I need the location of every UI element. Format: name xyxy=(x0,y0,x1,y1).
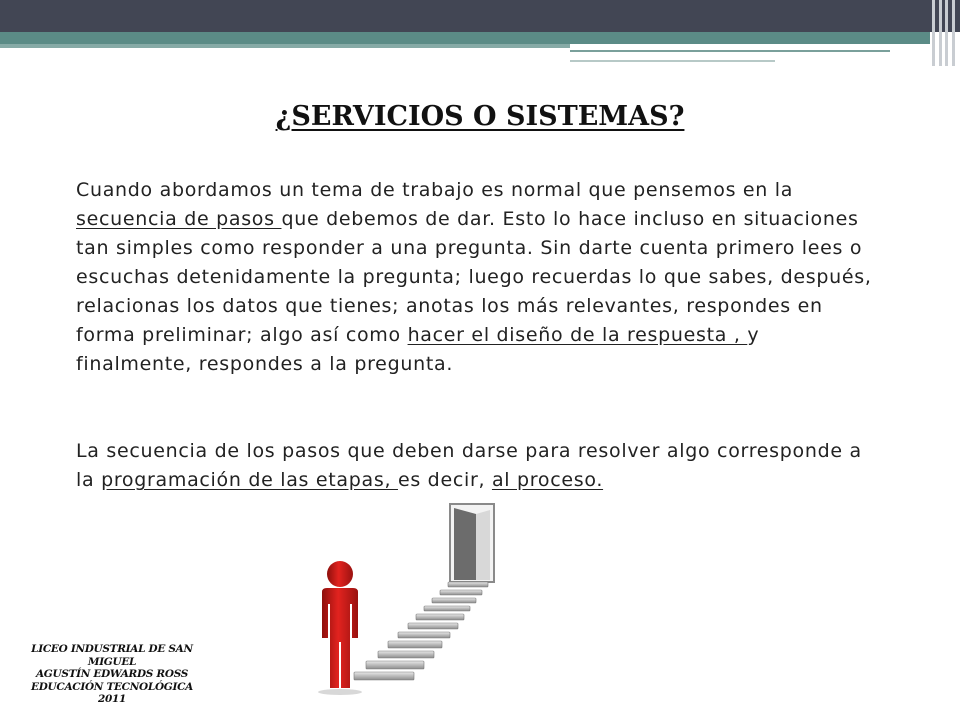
paragraph-2-text-a: La secuencia de los pasos que deben darse para resolver algo corresponde a la xyxy=(76,440,862,491)
footer-school-name: LICEO INDUSTRIAL DE SAN MIGUEL xyxy=(31,643,193,668)
footer-year: 2011 xyxy=(97,693,127,705)
footer-subject: EDUCACIÓN TECNOLÓGICA xyxy=(31,680,193,693)
person-figure xyxy=(322,561,358,688)
door-icon xyxy=(450,504,494,582)
slide-title xyxy=(0,101,960,132)
staircase xyxy=(354,582,488,680)
paragraph-1 xyxy=(76,176,876,379)
paragraph-2-text-b: es decir, xyxy=(397,469,492,491)
slide-accent-band-lower xyxy=(0,44,570,48)
underlined-term-secuencia: secuencia de pasos xyxy=(76,208,282,230)
paragraph-1-text-a: Cuando abordamos un tema de trabajo es normal que pensemos en la xyxy=(76,179,794,201)
footer-school-info xyxy=(24,643,200,706)
slide-corner-bars xyxy=(930,0,960,66)
slide-accent-line-short xyxy=(570,60,775,62)
underlined-term-diseno: hacer el diseño de la respuesta , xyxy=(407,324,748,346)
underlined-term-programacion: programación de las etapas, xyxy=(101,469,398,491)
slide-top-bar xyxy=(0,0,960,32)
slide-title-text: ¿SERVICIOS O SISTEMAS? xyxy=(275,101,685,132)
slide-accent-band xyxy=(0,32,930,44)
underlined-term-proceso: al proceso. xyxy=(491,469,604,491)
footer-founder-name: AGUSTÍN EDWARDS ROSS xyxy=(35,668,189,680)
slide-accent-line xyxy=(570,50,890,52)
paragraph-1-text-b: que debemos de dar. Esto lo hace incluso en situaciones tan simples como responder a una pregunta. Sin darte cuenta primero lees o escuchas detenidamente la pregunta; luego recuerdas lo que sabes, después, relacionas los datos que tienes; anotas los más relevantes, respondes en forma preliminar; algo así como xyxy=(76,208,872,346)
paragraph-2 xyxy=(76,437,876,495)
figure-shadow xyxy=(318,689,362,695)
paragraph-1-text-c: y finalmente, respondes a la pregunta. xyxy=(76,324,760,375)
stairs-to-door-illustration xyxy=(300,500,510,700)
